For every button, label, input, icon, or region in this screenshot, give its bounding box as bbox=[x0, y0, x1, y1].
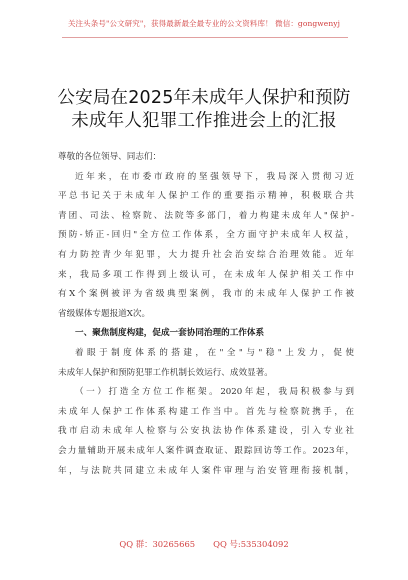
paragraph-line: 会力量辅助开展未成年人案件调查取证、跟踪回访等工作。2023年， bbox=[58, 445, 354, 456]
footer-qq-number: QQ 号:535304092 bbox=[213, 539, 289, 549]
header-divider bbox=[62, 37, 348, 38]
paragraph-line: 年，与法院共同建立未成年人案件审理与治安管理衔接机制， bbox=[58, 465, 354, 476]
paragraph-line: 预防-矫正-回归"全方位工作体系，全方面守护未成年人权益， bbox=[58, 230, 354, 241]
title-line-2: 未成年人犯罪工作推进会上的汇报 bbox=[71, 111, 337, 131]
section-heading: 一、聚焦制度构建，促成一套协同治理的工作体系 bbox=[75, 328, 265, 339]
salutation: 尊敬的各位领导、同志们： bbox=[58, 152, 162, 162]
title-line-1: 公安局在2025年未成年人保护和预防 bbox=[57, 88, 351, 108]
paragraph-line: 有力防控青少年犯罪，大力提升社会治安综合治理效能。近年 bbox=[58, 249, 354, 260]
paragraph-line: 未成年人保护和预防犯罪工作机制长效运行、成效显著。 bbox=[58, 367, 273, 378]
paragraph-line: 平总书记关于未成年人保护工作的重要指示精神，积极联合共 bbox=[58, 191, 354, 202]
paragraph-line: （一）打造全方位工作框架。2020年起，我局积极参与到 bbox=[75, 387, 354, 398]
paragraph-line: 省级媒体专题报道X次。 bbox=[58, 308, 151, 319]
header-banner: 关注头条号"公文研究"，获得最新最全最专业的公文资料库！ 微信：gongwenyj bbox=[67, 19, 341, 28]
paragraph-line: 青团、司法、检察院、法院等多部门，着力构建未成年人"保护- bbox=[58, 210, 354, 221]
document-body bbox=[58, 148, 354, 481]
paragraph-line: 我市启动未成年人检察与公安执法协作体系建设，引入专业社 bbox=[58, 426, 354, 437]
paragraph-line: 有X个案例被评为省级典型案例，我市的未成年人保护工作被 bbox=[58, 289, 354, 300]
paragraph-line: 着眼于制度体系的搭建，在"全"与"稳"上发力，促使 bbox=[75, 347, 354, 358]
paragraph-line: 未成年人保护工作体系构建工作当中。首先与检察院携手，在 bbox=[58, 406, 354, 417]
document-title bbox=[0, 87, 408, 133]
footer-contact bbox=[0, 538, 408, 550]
footer-qq-group: QQ 群：30265665 bbox=[119, 539, 196, 549]
paragraph-line: 来，我局多项工作得到上级认可，在未成年人保护相关工作中 bbox=[58, 269, 354, 280]
paragraph-line: 近年来，在市委市政府的坚强领导下，我局深入贯彻习近 bbox=[75, 171, 354, 182]
